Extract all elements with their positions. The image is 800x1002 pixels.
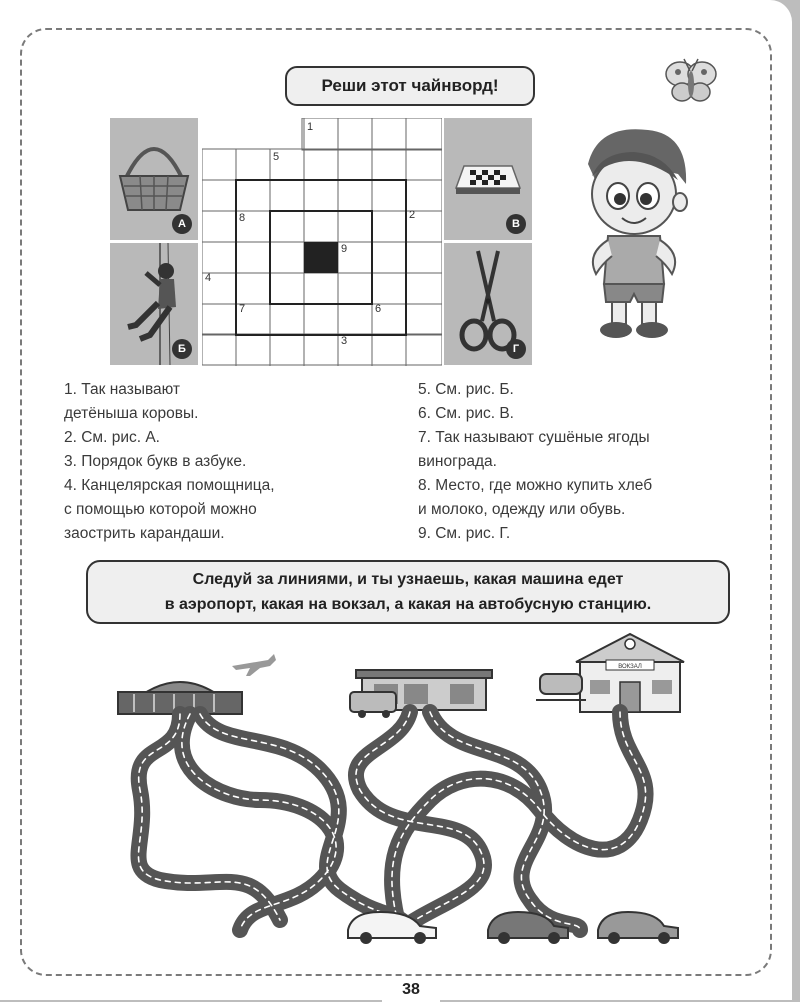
- picture-a-letter: А: [172, 214, 192, 234]
- maze-instruction: [86, 560, 730, 624]
- bus-icon: [350, 692, 396, 712]
- airplane-icon: [232, 654, 276, 676]
- railway-station-building: [536, 634, 684, 712]
- grid-number-8: 8: [239, 212, 246, 224]
- clues-left: [64, 378, 275, 546]
- clue-line: 6. См. рис. В.: [418, 405, 514, 422]
- page-title: Реши этот чайнворд!: [285, 66, 535, 106]
- clue-line: 8. Место, где можно купить хлеб: [418, 477, 653, 494]
- clue-line: и молоко, одежду или обувь.: [418, 501, 626, 518]
- station-sign: ВОКЗАЛ: [618, 664, 642, 670]
- clue-line: 1. Так называют: [64, 381, 181, 398]
- clue-line: детёныша коровы.: [64, 405, 199, 422]
- boy-character: [568, 124, 700, 346]
- instruction-line-2: в аэропорт, какая на вокзал, а какая на автобусную станцию.: [164, 596, 652, 613]
- clue-line: винограда.: [418, 453, 497, 470]
- picture-g: [444, 243, 532, 365]
- grid-number-6: 6: [375, 303, 382, 315]
- picture-g-letter: Г: [506, 339, 526, 359]
- grid-number-4: 4: [205, 272, 212, 284]
- road-maze: [100, 630, 700, 950]
- clue-line: 7. Так называют сушёные ягоды: [418, 429, 650, 446]
- instruction-line-1: Следуй за линиями, и ты узнаешь, какая машина едет: [192, 571, 624, 588]
- clue-line: 3. Порядок букв в азбуке.: [64, 453, 247, 470]
- bus-station-building: [350, 670, 492, 718]
- picture-v-letter: В: [506, 214, 526, 234]
- grid-number-9: 9: [341, 243, 348, 255]
- grid-number-2: 2: [409, 209, 416, 221]
- grid-number-7: 7: [239, 303, 246, 315]
- clue-line: 4. Канцелярская помощница,: [64, 477, 275, 494]
- clues-right: [418, 378, 652, 546]
- clue-line: 5. См. рис. Б.: [418, 381, 514, 398]
- picture-b: [110, 243, 198, 365]
- grid-number-5: 5: [273, 151, 280, 163]
- picture-v: [444, 118, 532, 240]
- car-dark: [598, 912, 678, 944]
- picture-b-letter: Б: [172, 339, 192, 359]
- grid-number-3: 3: [341, 335, 348, 347]
- clue-line: заострить карандаши.: [64, 525, 225, 542]
- picture-a: [110, 118, 198, 240]
- butterfly-icon: [664, 54, 720, 110]
- page-number: 38: [382, 978, 440, 1002]
- chainword-grid: [202, 118, 442, 366]
- clue-line: 2. См. рис. А.: [64, 429, 160, 446]
- grid-number-1: 1: [307, 121, 314, 133]
- clue-line: с помощью которой можно: [64, 501, 257, 518]
- train-icon: [540, 674, 582, 694]
- clue-line: 9. См. рис. Г.: [418, 525, 511, 542]
